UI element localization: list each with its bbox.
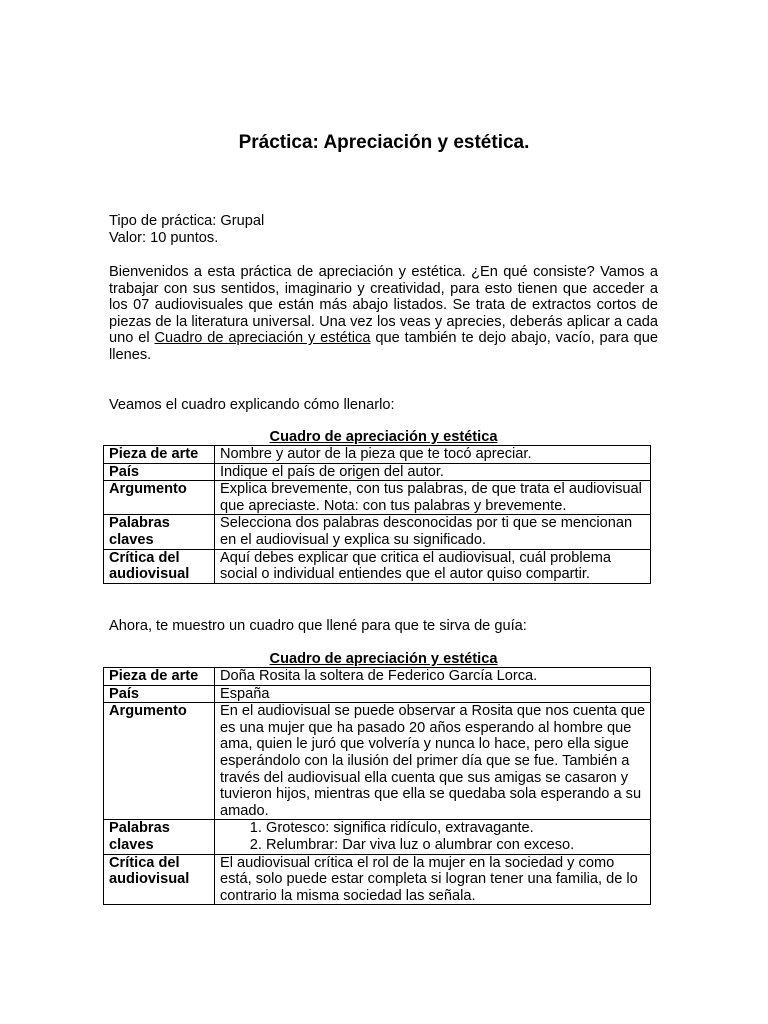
- practice-type: Tipo de práctica: Grupal: [109, 213, 265, 229]
- field-label: País: [104, 685, 215, 703]
- field-value: En el audiovisual se puede observar a Rosita que nos cuenta que es una mujer que ha pasado 20 años esperando al hombre que ama, quien le juró que volvería y nunca lo hace, pero ella sigue esperándolo con la ilusión del primer día que se fue. También a través del audiovisual ella cuenta que sus amigas se casaron y tuvieron hijos, mientras que ella se quedaba sola esperando a su amado.: [215, 703, 651, 820]
- field-label: País: [104, 463, 215, 481]
- explanation-table: [103, 445, 651, 584]
- example-lead: Ahora, te muestro un cuadro que llené para que te sirva de guía:: [109, 618, 527, 634]
- field-value: Doña Rosita la soltera de Federico García Lorca.: [215, 668, 651, 686]
- field-label: Pieza de arte: [104, 668, 215, 686]
- field-label: Palabras claves: [104, 820, 215, 854]
- list-item: 2. Relumbrar: Dar viva luz o alumbrar con exceso.: [266, 837, 646, 854]
- table-row: [104, 463, 651, 481]
- practice-meta: [109, 213, 264, 247]
- table-row: [104, 446, 651, 464]
- field-value: Indique el país de origen del autor.: [215, 463, 651, 481]
- keyword-list: [220, 820, 646, 853]
- intro-text-end: que también te dejo abajo, vacío, para que llenes.: [109, 330, 658, 363]
- field-value: Selecciona dos palabras desconocidas por ti que se mencionan en el audiovisual y explica su significado.: [215, 515, 651, 549]
- table2-caption: Cuadro de apreciación y estética: [269, 651, 498, 667]
- cuadro-link[interactable]: Cuadro de apreciación y estética: [154, 330, 371, 347]
- page-title: Práctica: Apreciación y estética.: [238, 132, 530, 153]
- table-row: [104, 854, 651, 905]
- field-value: El audiovisual crítica el rol de la mujer en la sociedad y como está, solo puede estar completa si logran tener una familia, de lo contrario la misma sociedad las señala.: [215, 854, 651, 905]
- example-table: [103, 667, 651, 905]
- field-label: Crítica del audiovisual: [104, 854, 215, 905]
- table-row: [104, 668, 651, 686]
- field-label: Argumento: [104, 481, 215, 515]
- field-value: Aquí debes explicar que critica el audiovisual, cuál problema social o individual entiendes que el autor quiso compartir.: [215, 549, 651, 583]
- practice-value: Valor: 10 puntos.: [109, 230, 219, 246]
- list-item: 1. Grotesco: significa ridículo, extravagante.: [266, 820, 646, 837]
- field-label: Pieza de arte: [104, 446, 215, 464]
- field-value: España: [215, 685, 651, 703]
- table-row: [104, 515, 651, 549]
- field-value: Nombre y autor de la pieza que te tocó apreciar.: [215, 446, 651, 464]
- field-value: [215, 820, 651, 854]
- field-value: Explica brevemente, con tus palabras, de que trata el audiovisual que apreciaste. Nota: con tus palabras y brevemente.: [215, 481, 651, 515]
- table-row: [104, 703, 651, 820]
- explain-lead: Veamos el cuadro explicando cómo llenarlo:: [109, 397, 395, 413]
- table-row: [104, 820, 651, 854]
- field-label: Palabras claves: [104, 515, 215, 549]
- field-label: Crítica del audiovisual: [104, 549, 215, 583]
- table-row: [104, 685, 651, 703]
- table-row: [104, 481, 651, 515]
- intro-text-start: Bienvenidos a esta práctica de apreciación y estética. ¿En qué consiste? Vamos a trabajar con sus sentidos, imaginario y creatividad, para esto tienen que acceder a los 07 audiovisuales que están más abajo listados. Se trata de extractos cortos de piezas de la literatura universal. Una vez los veas y aprecies, deberás aplicar a cada uno el: [109, 264, 658, 347]
- table-row: [104, 549, 651, 583]
- table1-caption: Cuadro de apreciación y estética: [269, 429, 498, 445]
- intro-paragraph: [109, 264, 658, 364]
- field-label: Argumento: [104, 703, 215, 820]
